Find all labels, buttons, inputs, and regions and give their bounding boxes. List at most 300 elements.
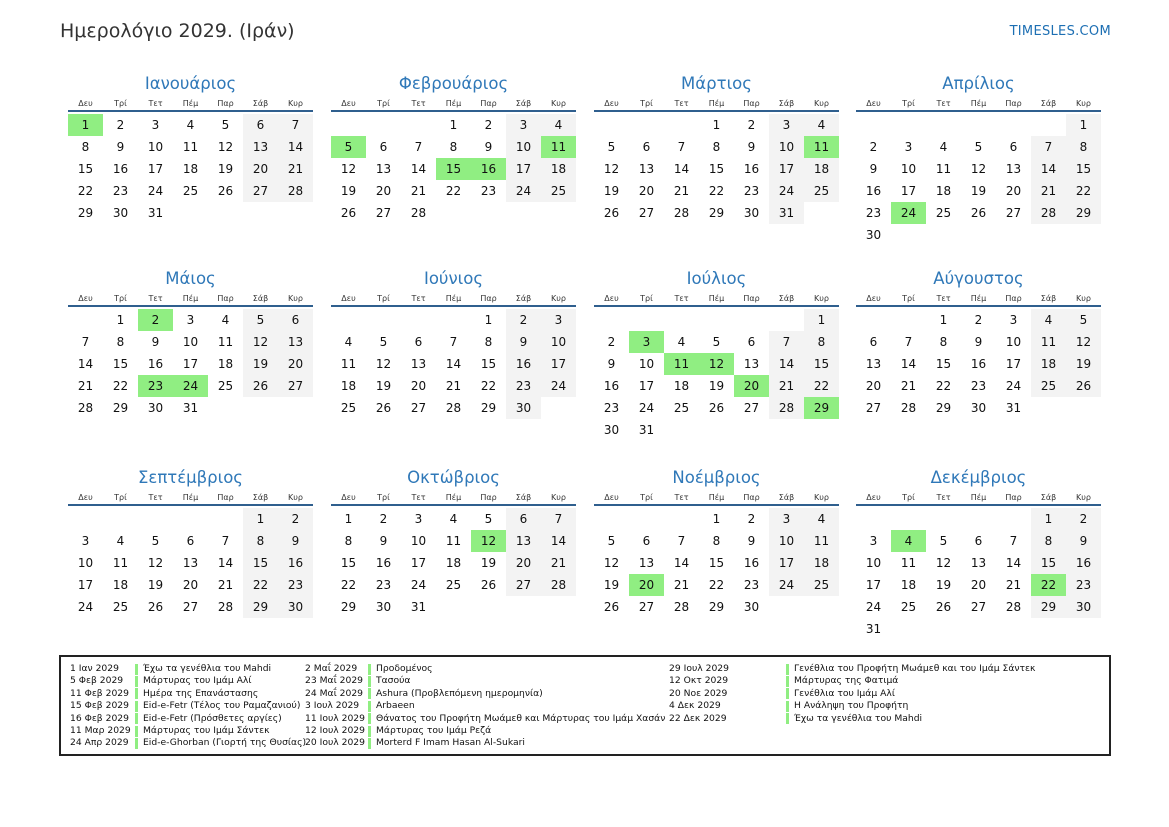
weekday-label: Κυρ — [1076, 99, 1091, 108]
day-cell: 24 — [541, 375, 576, 397]
weekday-label: Πέμ — [708, 294, 725, 303]
day-cell: 11 — [445, 534, 462, 548]
legend-date: 11 Ιουλ 2029 — [305, 712, 365, 724]
month-name: Μάρτιος — [681, 74, 752, 93]
day-cell: 24 — [638, 401, 655, 415]
day-cell: 20 — [970, 578, 987, 592]
day-cell: 28 — [1031, 202, 1066, 224]
legend-date: 20 Ιουλ 2029 — [305, 737, 365, 749]
weekday-label: Τρί — [377, 294, 390, 303]
day-cell: 25 — [1031, 375, 1066, 397]
day-cell: 23 — [743, 184, 760, 198]
weekday-label: Τρί — [640, 99, 653, 108]
weekday-label: Δευ — [604, 294, 619, 303]
legend-date: 11 Μαρ 2029 — [70, 724, 131, 736]
legend-holiday-name: Έχω τα γενέθλια του Mahdi — [794, 712, 923, 724]
day-cell: 3 — [414, 512, 423, 526]
legend-date: 24 Μαΐ 2029 — [305, 687, 364, 699]
day-cell: 23 — [480, 184, 497, 198]
empty-cell — [138, 508, 173, 530]
day-cell: 14 — [1031, 158, 1066, 180]
holiday-day-cell: 20 — [629, 574, 664, 596]
day-cell: 21 — [673, 184, 690, 198]
day-cell: 26 — [1066, 375, 1101, 397]
day-cell: 8 — [449, 140, 458, 154]
legend-marker — [368, 664, 371, 675]
day-cell: 21 — [769, 375, 804, 397]
day-cell: 19 — [340, 184, 357, 198]
day-cell: 10 — [147, 140, 164, 154]
empty-cell — [961, 508, 996, 530]
day-grid — [594, 309, 839, 441]
month-block — [68, 74, 313, 224]
legend-column-2 — [305, 663, 665, 750]
holiday-day-cell: 22 — [1031, 574, 1066, 596]
day-cell: 11 — [900, 556, 917, 570]
weekday-label: Σάβ — [778, 294, 795, 303]
weekday-label: Παρ — [217, 294, 234, 303]
empty-cell — [699, 309, 734, 331]
day-cell: 2 — [747, 512, 756, 526]
day-cell: 21 — [1031, 180, 1066, 202]
weekday-label: Δευ — [78, 493, 93, 502]
legend-date: 23 Μαΐ 2029 — [305, 675, 364, 687]
day-cell: 1 — [712, 512, 721, 526]
day-cell: 12 — [340, 162, 357, 176]
day-cell: 4 — [186, 118, 195, 132]
weekday-header — [594, 293, 839, 307]
day-cell: 25 — [673, 401, 690, 415]
day-cell: 7 — [541, 508, 576, 530]
legend-item — [669, 700, 1035, 712]
day-cell: 9 — [379, 534, 388, 548]
day-cell: 30 — [1066, 596, 1101, 618]
weekday-label: Κυρ — [551, 99, 566, 108]
day-cell: 29 — [708, 206, 725, 220]
day-cell: 7 — [677, 534, 686, 548]
legend-holiday-name: Morterd F Imam Hasan Al-Sukari — [376, 737, 525, 749]
weekday-label: Πέμ — [708, 99, 725, 108]
weekday-label: Τετ — [411, 99, 426, 108]
empty-cell — [664, 508, 699, 530]
weekday-label: Σάβ — [778, 493, 795, 502]
legend-marker — [786, 713, 789, 724]
legend-item — [669, 663, 1035, 675]
day-cell: 10 — [506, 136, 541, 158]
empty-cell — [208, 508, 243, 530]
holiday-day-cell: 23 — [138, 375, 173, 397]
day-cell: 6 — [186, 534, 195, 548]
weekday-label: Κυρ — [1076, 493, 1091, 502]
day-cell: 16 — [1066, 552, 1101, 574]
day-cell: 3 — [186, 313, 195, 327]
day-cell: 5 — [151, 534, 160, 548]
weekday-label: Πέμ — [708, 493, 725, 502]
day-cell: 17 — [410, 556, 427, 570]
day-cell: 4 — [804, 508, 839, 530]
day-cell: 5 — [379, 335, 388, 349]
legend-marker — [135, 738, 138, 749]
empty-cell — [891, 309, 926, 331]
day-cell: 27 — [743, 401, 760, 415]
day-cell: 6 — [642, 140, 651, 154]
day-cell: 7 — [1009, 534, 1018, 548]
day-cell: 4 — [1031, 309, 1066, 331]
day-cell: 10 — [638, 357, 655, 371]
month-name: Σεπτέμβριος — [138, 468, 243, 487]
weekday-label: Δευ — [866, 294, 881, 303]
day-cell: 12 — [603, 556, 620, 570]
day-cell: 31 — [1005, 401, 1022, 415]
day-cell: 4 — [541, 114, 576, 136]
day-cell: 15 — [1031, 552, 1066, 574]
day-cell: 15 — [243, 552, 278, 574]
legend-item — [305, 663, 665, 675]
day-cell: 20 — [278, 353, 313, 375]
weekday-label: Κυρ — [551, 294, 566, 303]
weekday-label: Σάβ — [515, 493, 532, 502]
day-cell: 15 — [77, 162, 94, 176]
day-cell: 13 — [865, 357, 882, 371]
day-cell: 24 — [769, 574, 804, 596]
day-cell: 8 — [243, 530, 278, 552]
legend-item — [70, 737, 306, 749]
day-cell: 2 — [747, 118, 756, 132]
day-cell: 14 — [673, 556, 690, 570]
day-cell: 5 — [939, 534, 948, 548]
empty-cell — [629, 114, 664, 136]
day-cell: 6 — [642, 534, 651, 548]
day-cell: 17 — [769, 158, 804, 180]
month-name: Απρίλιος — [942, 74, 1015, 93]
day-cell: 6 — [243, 114, 278, 136]
day-cell: 30 — [970, 401, 987, 415]
day-cell: 18 — [112, 578, 129, 592]
weekday-label: Παρ — [1005, 294, 1022, 303]
legend-date: 2 Μαΐ 2029 — [305, 663, 358, 674]
day-cell: 12 — [1066, 331, 1101, 353]
weekday-header — [331, 492, 576, 506]
day-cell: 25 — [340, 401, 357, 415]
legend-marker — [368, 688, 371, 699]
day-cell: 6 — [506, 508, 541, 530]
legend-item — [305, 688, 665, 700]
weekday-label: Τετ — [674, 493, 689, 502]
holiday-day-cell: 11 — [804, 136, 839, 158]
weekday-header — [68, 293, 313, 307]
day-cell: 4 — [116, 534, 125, 548]
legend-marker — [786, 701, 789, 712]
day-cell: 8 — [81, 140, 90, 154]
legend-marker — [135, 713, 138, 724]
empty-cell — [664, 114, 699, 136]
day-cell: 26 — [970, 206, 987, 220]
day-cell: 7 — [81, 335, 90, 349]
day-cell: 25 — [541, 180, 576, 202]
weekday-header — [331, 98, 576, 112]
day-cell: 23 — [743, 578, 760, 592]
holiday-day-cell: 3 — [629, 331, 664, 353]
legend-holiday-name: Μάρτυρας του Ιμάμ Σάντεκ — [143, 724, 270, 736]
weekday-label: Παρ — [217, 99, 234, 108]
day-cell: 27 — [506, 574, 541, 596]
day-cell: 17 — [1005, 357, 1022, 371]
day-cell: 12 — [970, 162, 987, 176]
month-name: Νοέμβριος — [672, 468, 761, 487]
weekday-label: Δευ — [78, 294, 93, 303]
day-cell: 10 — [1005, 335, 1022, 349]
weekday-label: Τετ — [148, 99, 163, 108]
empty-cell — [1031, 114, 1066, 136]
weekday-label: Σάβ — [1040, 294, 1057, 303]
weekday-label: Πέμ — [970, 294, 987, 303]
month-name: Ιούνιος — [423, 269, 484, 288]
weekday-label: Τρί — [902, 99, 915, 108]
legend-marker — [786, 664, 789, 675]
month-block — [68, 468, 313, 618]
day-grid — [68, 114, 313, 224]
day-cell: 7 — [677, 140, 686, 154]
day-grid — [856, 114, 1101, 246]
legend-date: 20 Νοε 2029 — [669, 687, 728, 699]
day-cell: 21 — [217, 578, 234, 592]
day-cell: 20 — [243, 158, 278, 180]
day-cell: 26 — [935, 600, 952, 614]
weekday-label: Κυρ — [814, 493, 829, 502]
weekday-label: Τρί — [377, 493, 390, 502]
weekday-header — [68, 492, 313, 506]
day-cell: 8 — [804, 331, 839, 353]
legend-holiday-name: Προδομένος — [376, 663, 433, 674]
day-cell: 28 — [541, 574, 576, 596]
empty-cell — [103, 508, 138, 530]
day-cell: 15 — [804, 353, 839, 375]
legend-holiday-name: Arbaeen — [376, 700, 415, 712]
day-grid — [594, 114, 839, 224]
day-cell: 5 — [243, 309, 278, 331]
weekday-label: Τετ — [936, 99, 951, 108]
day-cell: 24 — [865, 600, 882, 614]
day-cell: 26 — [708, 401, 725, 415]
month-name: Δεκέμβριος — [930, 468, 1027, 487]
weekday-label: Σάβ — [252, 493, 269, 502]
empty-cell — [664, 309, 699, 331]
weekday-header — [594, 98, 839, 112]
day-cell: 13 — [506, 530, 541, 552]
weekday-label: Παρ — [1005, 493, 1022, 502]
day-cell: 3 — [541, 309, 576, 331]
day-cell: 28 — [445, 401, 462, 415]
legend-marker — [135, 664, 138, 675]
weekday-label: Κυρ — [288, 99, 303, 108]
weekday-label: Σάβ — [778, 99, 795, 108]
weekday-label: Τετ — [148, 493, 163, 502]
weekday-label: Δευ — [341, 294, 356, 303]
month-name: Αύγουστος — [933, 269, 1024, 288]
day-cell: 23 — [865, 206, 882, 220]
weekday-label: Τετ — [674, 294, 689, 303]
day-cell: 26 — [340, 206, 357, 220]
day-cell: 10 — [900, 162, 917, 176]
brand-link[interactable]: TIMESLES.COM — [1009, 24, 1111, 39]
day-cell: 25 — [445, 578, 462, 592]
weekday-label: Πέμ — [182, 493, 199, 502]
day-cell: 4 — [221, 313, 230, 327]
day-cell: 7 — [904, 335, 913, 349]
day-grid — [331, 508, 576, 618]
empty-cell — [996, 114, 1031, 136]
day-cell: 20 — [506, 552, 541, 574]
weekday-label: Πέμ — [970, 99, 987, 108]
day-cell: 3 — [151, 118, 160, 132]
day-cell: 17 — [182, 357, 199, 371]
holiday-day-cell: 24 — [173, 375, 208, 397]
weekday-label: Πέμ — [182, 99, 199, 108]
legend-marker — [368, 713, 371, 724]
day-cell: 14 — [217, 556, 234, 570]
day-cell: 30 — [112, 206, 129, 220]
day-cell: 18 — [340, 379, 357, 393]
day-cell: 28 — [410, 206, 427, 220]
day-cell: 22 — [340, 578, 357, 592]
legend-date: 3 Ιουλ 2029 — [305, 700, 360, 712]
day-cell: 26 — [480, 578, 497, 592]
weekday-label: Τετ — [411, 294, 426, 303]
day-cell: 24 — [1005, 379, 1022, 393]
day-cell: 25 — [804, 180, 839, 202]
empty-cell — [891, 114, 926, 136]
weekday-header — [68, 98, 313, 112]
day-cell: 8 — [344, 534, 353, 548]
day-cell: 10 — [182, 335, 199, 349]
month-name: Ιούλιος — [686, 269, 747, 288]
legend-item — [305, 713, 665, 725]
legend-item — [305, 675, 665, 687]
day-cell: 1 — [116, 313, 125, 327]
day-cell: 8 — [1031, 530, 1066, 552]
day-cell: 23 — [603, 401, 620, 415]
empty-cell — [769, 309, 804, 331]
legend-date: 12 Ιουλ 2029 — [305, 724, 365, 736]
month-block — [68, 269, 313, 419]
day-cell: 3 — [904, 140, 913, 154]
day-cell: 4 — [804, 114, 839, 136]
weekday-label: Παρ — [743, 493, 760, 502]
weekday-label: Παρ — [217, 493, 234, 502]
day-cell: 4 — [449, 512, 458, 526]
legend-holiday-name: Έχω τα γενέθλια του Mahdi — [143, 663, 272, 674]
day-cell: 13 — [243, 136, 278, 158]
weekday-label: Παρ — [480, 493, 497, 502]
day-cell: 8 — [484, 335, 493, 349]
legend-holiday-name: Τασούα — [376, 675, 411, 687]
month-name: Οκτώβριος — [407, 468, 500, 487]
day-cell: 15 — [708, 556, 725, 570]
weekday-label: Παρ — [480, 294, 497, 303]
day-cell: 22 — [708, 578, 725, 592]
day-cell: 9 — [116, 140, 125, 154]
weekday-label: Παρ — [480, 99, 497, 108]
day-cell: 19 — [480, 556, 497, 570]
day-cell: 1 — [344, 512, 353, 526]
weekday-label: Δευ — [341, 493, 356, 502]
day-cell: 11 — [804, 530, 839, 552]
day-cell: 25 — [112, 600, 129, 614]
weekday-label: Πέμ — [182, 294, 199, 303]
weekday-label: Δευ — [866, 99, 881, 108]
legend-item — [305, 700, 665, 712]
day-cell: 26 — [243, 375, 278, 397]
weekday-label: Δευ — [604, 493, 619, 502]
day-cell: 21 — [278, 158, 313, 180]
day-cell: 14 — [410, 162, 427, 176]
day-cell: 2 — [1066, 508, 1101, 530]
weekday-label: Τρί — [902, 493, 915, 502]
month-block — [594, 74, 839, 224]
day-cell: 6 — [1009, 140, 1018, 154]
weekday-label: Τετ — [936, 294, 951, 303]
day-cell: 24 — [77, 600, 94, 614]
day-cell: 20 — [638, 184, 655, 198]
day-cell: 2 — [484, 118, 493, 132]
day-cell: 26 — [217, 184, 234, 198]
day-cell: 29 — [340, 600, 357, 614]
day-cell: 6 — [869, 335, 878, 349]
day-cell: 31 — [769, 202, 804, 224]
day-cell: 12 — [935, 556, 952, 570]
day-cell: 9 — [747, 140, 756, 154]
day-cell: 9 — [484, 140, 493, 154]
day-cell: 20 — [410, 379, 427, 393]
day-grid — [331, 114, 576, 224]
day-cell: 25 — [182, 184, 199, 198]
legend-date: 16 Φεβ 2029 — [70, 712, 129, 724]
month-block — [331, 468, 576, 618]
day-cell: 6 — [278, 309, 313, 331]
day-cell: 26 — [603, 600, 620, 614]
weekday-label: Κυρ — [1076, 294, 1091, 303]
weekday-label: Κυρ — [288, 493, 303, 502]
month-block — [856, 74, 1101, 246]
day-cell: 31 — [182, 401, 199, 415]
day-cell: 25 — [900, 600, 917, 614]
day-cell: 31 — [638, 423, 655, 437]
legend-holiday-name: Ashura (Προβλεπόμενη ημερομηνία) — [376, 687, 543, 699]
legend-item — [669, 713, 1035, 725]
day-cell: 9 — [278, 530, 313, 552]
month-block — [856, 269, 1101, 419]
day-cell: 30 — [865, 228, 882, 242]
day-cell: 1 — [243, 508, 278, 530]
day-cell: 15 — [708, 162, 725, 176]
empty-cell — [594, 309, 629, 331]
day-cell: 11 — [112, 556, 129, 570]
day-cell: 1 — [804, 309, 839, 331]
day-cell: 8 — [1066, 136, 1101, 158]
day-cell: 22 — [112, 379, 129, 393]
day-cell: 5 — [484, 512, 493, 526]
weekday-label: Τρί — [377, 99, 390, 108]
legend-column-3 — [669, 663, 1035, 725]
day-cell: 6 — [414, 335, 423, 349]
day-cell: 2 — [607, 335, 616, 349]
legend-marker — [786, 688, 789, 699]
weekday-label: Παρ — [743, 294, 760, 303]
day-cell: 9 — [1066, 530, 1101, 552]
legend-date: 22 Δεκ 2029 — [669, 712, 727, 724]
weekday-label: Σάβ — [252, 294, 269, 303]
weekday-label: Τρί — [114, 99, 127, 108]
